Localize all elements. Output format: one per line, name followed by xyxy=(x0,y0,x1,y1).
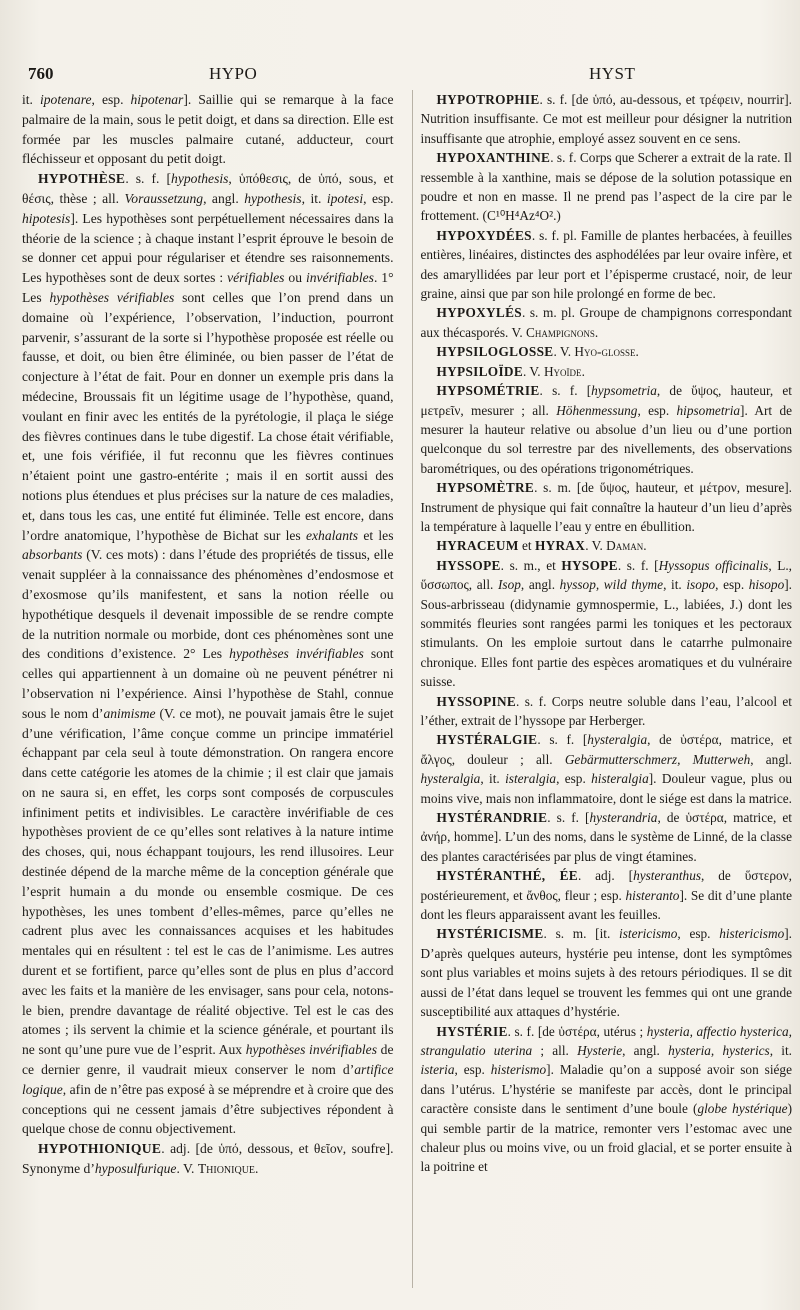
italic-text: hipotesis xyxy=(22,210,71,226)
italic-text: isteralgia xyxy=(505,771,557,787)
entry-text: , it. xyxy=(301,190,327,206)
entry-text: , de ὑστέρα, matrice, et ἀνήρ, homme]. L’un des noms, dans le système de Linné, de la classe des plantes caractérisées par plus de vingt étamines. xyxy=(420,810,792,864)
entry-text: , de ὑστέρα, matrice, et ἄλγος, douleur ; all. xyxy=(420,732,792,767)
entry-headword: HYPOTHIONIQUE xyxy=(38,1141,162,1157)
entry-headword: HYSTÉRALGIE xyxy=(436,732,538,748)
entry-text: , de ὕψος, hauteur, et μετρεῖν, mesurer ; all. xyxy=(420,383,792,418)
italic-text: histerismo xyxy=(490,1062,547,1078)
italic-text: istericismo xyxy=(619,926,678,942)
entry-headword: HYPSILOGLOSSE xyxy=(436,344,554,360)
entry-text: ]. Saillie qui se remarque à la face palmaire de la main, sous le petit doigt, et dans sa direction. Elle est formée par les muscles palmaire cutané, adducteur, court fléchisseur et opposant du petit doigt. xyxy=(22,92,394,167)
italic-text: invérifiables xyxy=(305,270,374,286)
entry-text: , it. xyxy=(769,1042,792,1058)
entry-text: . xyxy=(581,363,585,379)
entry-text: . adj. [ xyxy=(577,868,634,884)
entry-text: , esp. xyxy=(363,190,394,206)
entry-text: . adj. [de ὑπό, dessous, et θεῖον, soufre]. Synonyme d’ xyxy=(22,1141,394,1177)
italic-text: hysterandria xyxy=(589,810,658,826)
entry-headword: HYPSOMÉTRIE xyxy=(436,383,540,399)
entry-text: . s. f. [de ὑπό, au-dessous, et τρέφειν, nourrir]. Nutrition insuffisante. Ce mot est meilleur pour désigner la nutrition insuffisante que atrophie, employé assez souvent en ce sens. xyxy=(420,92,792,146)
entry-headword: HYSTÉRIE xyxy=(436,1023,508,1039)
entry-text: sont celles que l’on prend dans un domaine où l’expérience, l’observation, l’induction, pourront parvenir, s’assurant de la sorte si l’hypothèse proposée est réelle ou fausse, et doit, ou bien être éliminée, ou bien passer de l’état de conjecture à l’état de fait. Pour en donner un exemple pris dans la médecine, Broussais fit un légitime usage de l’hypothèse, quand, voulant en finir avec les entités de la pyrétologie, il plaça le siége des fièvres continues dans le tube digestif. La chose était vérifiable, et, une fois vérifiée, il fut reconnu que les fièvres continues n’étaient point une gastro-entérite ; mais il en sortit aussi des notions plus étendues et plus précises sur la nature de ces maladies, et, dans tous les cas, une entité fut éliminée. Telle est encore, dans l’ordre anatomique, l’hypothèse de Bichat sur les xyxy=(22,289,394,543)
cross-reference: Hyo-glosse xyxy=(574,344,636,360)
dictionary-entry xyxy=(421,924,793,1021)
italic-text: hypothèses invérifiables xyxy=(229,646,364,662)
italic-text: hysteranthus xyxy=(633,868,702,884)
entry-text: ]. Sous-arbrisseau (didynamie gymnospermie, L., labiées, J.) dont les sommités fleuries sont rangées parmi les toniques et les pectoraux stimulants. On les emploie surtout dans le catarrhe pulmonaire chronique. Elles font partie des espèces aromatiques et du vulnéraire suisse. xyxy=(420,577,792,690)
dictionary-entry xyxy=(22,90,394,169)
entry-headword: HYPOTHÈSE xyxy=(38,171,126,187)
entry-text: (V. ce mot), ne pouvait jamais être le sujet d’une vérification, l’âme conçue comme un principe immatériel échappant par cela seul à toute démonstration. On rangera encore dans cette catégorie les atomes de la chimie ; il est clair que jamais on ne saura si, en effet, les corps sont composés de corpuscules infiniment petits et indivisibles. Le caractère invérifiable de ces hypothèses provient de ce qu’elles sont relatives à la nature intime des choses, qui, nous échappant toujours, les rend illusoires. Leur destinée dépend de la marche même de la conception générale que l’esprit humain a du monde ou ensemble cosmique. De ces hypothèses, les unes tombent d’elles-mêmes, parce qu’elles ne cadrent plus avec les connaissances acquises et les habitudes mentales qui en résultent : tel est le cas de l’animisme. Les autres durent et se fortifient, parce qu’elles sont de plus en plus d’accord avec les faits et la manière de les envisager, sans pour cela, notons-le bien, prendre davantage de réalité objective. Tel est le cas des atomes ; ils servent la chimie et la science générale, et pourtant ils ne sont qu’une pure vue de l’esprit. Aux xyxy=(22,705,394,1058)
italic-text: vérifiables xyxy=(227,270,285,286)
entry-text: , angl. xyxy=(622,1042,669,1058)
running-head-left-word: HYPO xyxy=(209,64,258,83)
running-head xyxy=(22,64,790,86)
entry-text: . xyxy=(643,538,647,554)
italic-text: hysteralgia xyxy=(420,771,481,787)
italic-text: Gebärmutterschmerz, Mutterweh xyxy=(564,751,751,767)
entry-text: . s. f. [ xyxy=(125,171,172,187)
entry-text: et les xyxy=(358,527,394,543)
entry-text: ]. Art de mesurer la hauteur relative ou absolue d’un lieu ou d’une portion quelconque du sol terrestre par des nivellements, des observations barométriques, ou des opérations trigonométriques. xyxy=(420,402,792,476)
dictionary-entry xyxy=(421,692,793,731)
entry-text: , esp. xyxy=(454,1062,491,1078)
entry-text: . xyxy=(635,344,639,360)
italic-text: Voraussetzung xyxy=(124,190,204,206)
entry-headword: HYSTÉRICISME xyxy=(436,926,544,942)
entry-headword: HYSTÉRANTHÉ, ÉE xyxy=(436,868,578,884)
entry-text: . s. f. [ xyxy=(539,383,592,399)
right-column xyxy=(412,90,793,1288)
entry-text: , angl. xyxy=(520,577,560,593)
cross-reference: Hyoïde xyxy=(543,363,582,379)
entry-text: , it. xyxy=(480,771,506,787)
dictionary-entry xyxy=(421,148,793,226)
italic-text: exhalants xyxy=(305,527,359,543)
cross-reference: Champignons xyxy=(526,324,595,340)
entry-text: . s. f. [ xyxy=(617,557,659,573)
entry-headword: HYRAX xyxy=(534,538,586,554)
dictionary-entry xyxy=(421,303,793,342)
entry-text: , angl. xyxy=(750,751,792,767)
entry-text: . s. m. [de ὕψος, hauteur, et μέτρον, mesure]. Instrument de physique qui fait connaître la hauteur d’un lieu d’après la température à laquelle l’eau y entre en ébullition. xyxy=(420,480,792,534)
entry-text: , L., ὕσσωπος, all. xyxy=(420,557,792,593)
dictionary-entry xyxy=(421,362,793,381)
entry-headword: HYRACEUM xyxy=(436,538,519,554)
entry-headword: HYPSILOÏDE xyxy=(436,363,523,379)
entry-text: ou xyxy=(284,270,306,286)
entry-text: , esp. xyxy=(556,771,592,787)
entry-text: ) qui semble partir de la matrice, remonter vers l’estomac avec une chaleur plus ou moins vive, ou un froid glacial, et se porter ensuite à la poitrine et xyxy=(420,1101,792,1175)
italic-text: Höhenmessung xyxy=(556,402,638,418)
italic-text: absorbants xyxy=(22,547,83,563)
dictionary-entry xyxy=(421,381,793,478)
entry-text: , de ὕστερον, postérieurement, et ἄνθος, fleur ; esp. xyxy=(420,868,792,903)
entry-text: (V. ces mots) : dans l’étude des propriétés de tissus, elle venait suppléer à la connaissance des phénomènes d’endosmose et d’exosmose qu’ils manifestent, et sans la notion réelle ou hypothétique desquels il devenait impossible de se rendre compte de la nutrition normale ou morbide, dont ces phénomènes sont une des conditions d’existence. 2° Les xyxy=(22,547,394,662)
entry-text: . s. m. [it. xyxy=(543,926,620,942)
entry-text: ]. D’après quelques auteurs, hystérie peu intense, dont les symptômes sont plus variables et moins sujets à des retours périodiques. Il se dit aussi de l’état dans lequel se trouvent les femmes qui ont une grande susceptibilité aux attaques d’hystérie. xyxy=(420,926,792,1020)
entry-text: sont celles qui appartiennent à un domaine où ne peuvent pénétrer ni l’observation ni l’expérience. Ainsi l’hypothèse de Stahl, connue sous le nom d’ xyxy=(22,646,394,721)
entry-text: ]. Se dit d’une plante dont les fleurs apparaissent avant les feuilles. xyxy=(420,887,792,923)
dictionary-entry xyxy=(421,226,793,304)
entry-text: . V. xyxy=(553,344,575,360)
italic-text: animisme xyxy=(103,705,156,721)
italic-text: histeralgia xyxy=(591,771,649,787)
italic-text: hisopo xyxy=(748,577,785,593)
italic-text: hysteralgia xyxy=(587,732,648,748)
left-column xyxy=(22,90,398,1288)
entry-text: , esp. xyxy=(91,92,131,107)
entry-text: . s. m. pl. Groupe de champignons correspondant aux thécasporés. V. xyxy=(420,305,792,340)
italic-text: Hyssopus officinalis xyxy=(658,557,769,573)
entry-text: de ce dernier genre, il vaudrait mieux conserver le nom d’ xyxy=(22,1042,394,1078)
italic-text: isteria xyxy=(420,1062,455,1078)
entry-text: . 1° Les xyxy=(22,270,394,305)
entry-text: ]. Les hypothèses sont perpétuellement nécessaires dans la théorie de la science ; à chaque instant l’esprit éprouve le besoin de se donner cet appui pour régulariser et étendre ses raisonnements. Les hypothèses sont de deux sortes : xyxy=(22,210,394,286)
entry-text: . s. f. Corps neutre soluble dans l’eau, l’alcool et l’éther, extrait de l’hyssope par Herberger. xyxy=(420,693,792,728)
italic-text: hypothesis xyxy=(244,190,302,206)
entry-text: . s. f. [de ὑστέρα, utérus ; xyxy=(507,1023,647,1039)
italic-text: hypothesis xyxy=(171,171,229,187)
dictionary-entry xyxy=(421,556,793,692)
text-columns xyxy=(22,90,792,1288)
italic-text: ipotesi xyxy=(326,190,364,206)
italic-text: hipotenar xyxy=(130,92,184,107)
entry-text: , esp. xyxy=(637,402,677,418)
italic-text: hysteria, hysterics xyxy=(668,1042,770,1058)
entry-text: ]. Douleur vague, plus ou moins vive, mais non inflammatoire, dont le siége est dans la matrice. xyxy=(420,771,792,806)
italic-text: Isop xyxy=(497,577,521,593)
entry-headword: HYSSOPE xyxy=(436,557,501,573)
italic-text: ipotenare xyxy=(39,92,92,107)
entry-text: . V. xyxy=(585,538,607,554)
entry-text: et xyxy=(518,538,535,554)
entry-headword: HYPOXYLÉS xyxy=(436,305,522,321)
entry-text: , afin de n’être pas exposé à se méprendre et à croire que des conceptions qui ne cessent jamais d’être subjectives répondent à quelque chose de connu objectivement. xyxy=(22,1081,394,1137)
entry-text: . xyxy=(255,1161,259,1177)
dictionary-entry xyxy=(421,342,793,361)
entry-text: . V. xyxy=(176,1161,198,1177)
entry-headword: HYSOPE xyxy=(561,557,618,573)
entry-text: . s. f. Corps que Scherer a extrait de la rate. Il ressemble à la xanthine, mais se dépose de la solution potassique en poudre et non en masse. Il ne prend pas l’aspect de la cire par le frottement. (C¹⁰H⁴Az⁴O².) xyxy=(420,150,792,224)
entry-text: . s. f. [ xyxy=(537,732,588,748)
dictionary-entry xyxy=(22,169,394,1139)
entry-headword: HYPSOMÈTRE xyxy=(436,480,535,496)
cross-reference: Thionique xyxy=(197,1161,256,1177)
italic-text: artifice logique xyxy=(22,1062,394,1097)
dictionary-entry xyxy=(421,730,793,808)
dictionary-entry xyxy=(421,866,793,924)
entry-headword: HYSTÉRANDRIE xyxy=(436,810,548,826)
italic-text: hyposulfurique xyxy=(94,1161,177,1177)
italic-text: hypothèses vérifiables xyxy=(49,289,175,305)
italic-text: Hysterie xyxy=(577,1042,623,1058)
entry-text: . s. f. [ xyxy=(547,810,590,826)
entry-headword: HYSSOPINE xyxy=(436,693,517,709)
entry-text: , it. xyxy=(663,577,687,593)
entry-text: . s. m., et xyxy=(500,557,562,573)
cross-reference: Daman xyxy=(606,538,644,554)
italic-text: hyssop, wild thyme xyxy=(559,577,664,593)
entry-text: , angl. xyxy=(203,190,245,206)
italic-text: histeranto xyxy=(625,887,680,903)
entry-text: , esp. xyxy=(677,926,720,942)
dictionary-entry xyxy=(421,1022,793,1177)
dictionary-entry xyxy=(22,1139,394,1179)
entry-headword: HYPOTROPHIE xyxy=(436,92,540,107)
entry-text: , esp. xyxy=(715,577,749,593)
entry-headword: HYPOXANTHINE xyxy=(436,150,551,166)
italic-text: isopo xyxy=(686,577,716,593)
running-head-right-word: HYST xyxy=(589,64,636,83)
entry-headword: HYPOXYDÉES xyxy=(436,227,532,243)
dictionary-entry xyxy=(421,478,793,536)
entry-text: it. xyxy=(22,92,40,107)
dictionary-entry xyxy=(421,808,793,866)
italic-text: hipsometria xyxy=(676,402,741,418)
entry-text: , ὑπόθεσις, de ὑπό, sous, et θέσις, thèse ; all. xyxy=(22,171,394,206)
italic-text: hysteria, affectio hysterica, strangulatio uterina xyxy=(420,1023,792,1058)
italic-text: hypsometria xyxy=(591,383,657,399)
entry-text: ; all. xyxy=(532,1042,578,1058)
italic-text: histericismo xyxy=(719,926,785,942)
italic-text: hypothèses invérifiables xyxy=(245,1042,377,1058)
italic-text: globe hystérique xyxy=(697,1101,788,1117)
page-number: 760 xyxy=(28,64,54,83)
entry-text: . V. xyxy=(523,363,544,379)
entry-text: . xyxy=(594,324,599,340)
entry-text: ]. Maladie qu’on a supposé avoir son siége dans l’utérus. L’hystérie se manifeste par accès, dont le principal caractère consiste dans le sentiment d’une boule ( xyxy=(420,1062,792,1117)
entry-text: . s. f. pl. Famille de plantes herbacées, à feuilles entières, linéaires, distinctes des asphodélées par leur ovaire infère, et des amaryllidées par leur port et l’épisperme crustacé, noir, de leur graine, ainsi que par son hile prolongé en forme de bec. xyxy=(420,227,792,302)
dictionary-entry xyxy=(421,536,793,555)
dictionary-entry xyxy=(421,90,793,148)
